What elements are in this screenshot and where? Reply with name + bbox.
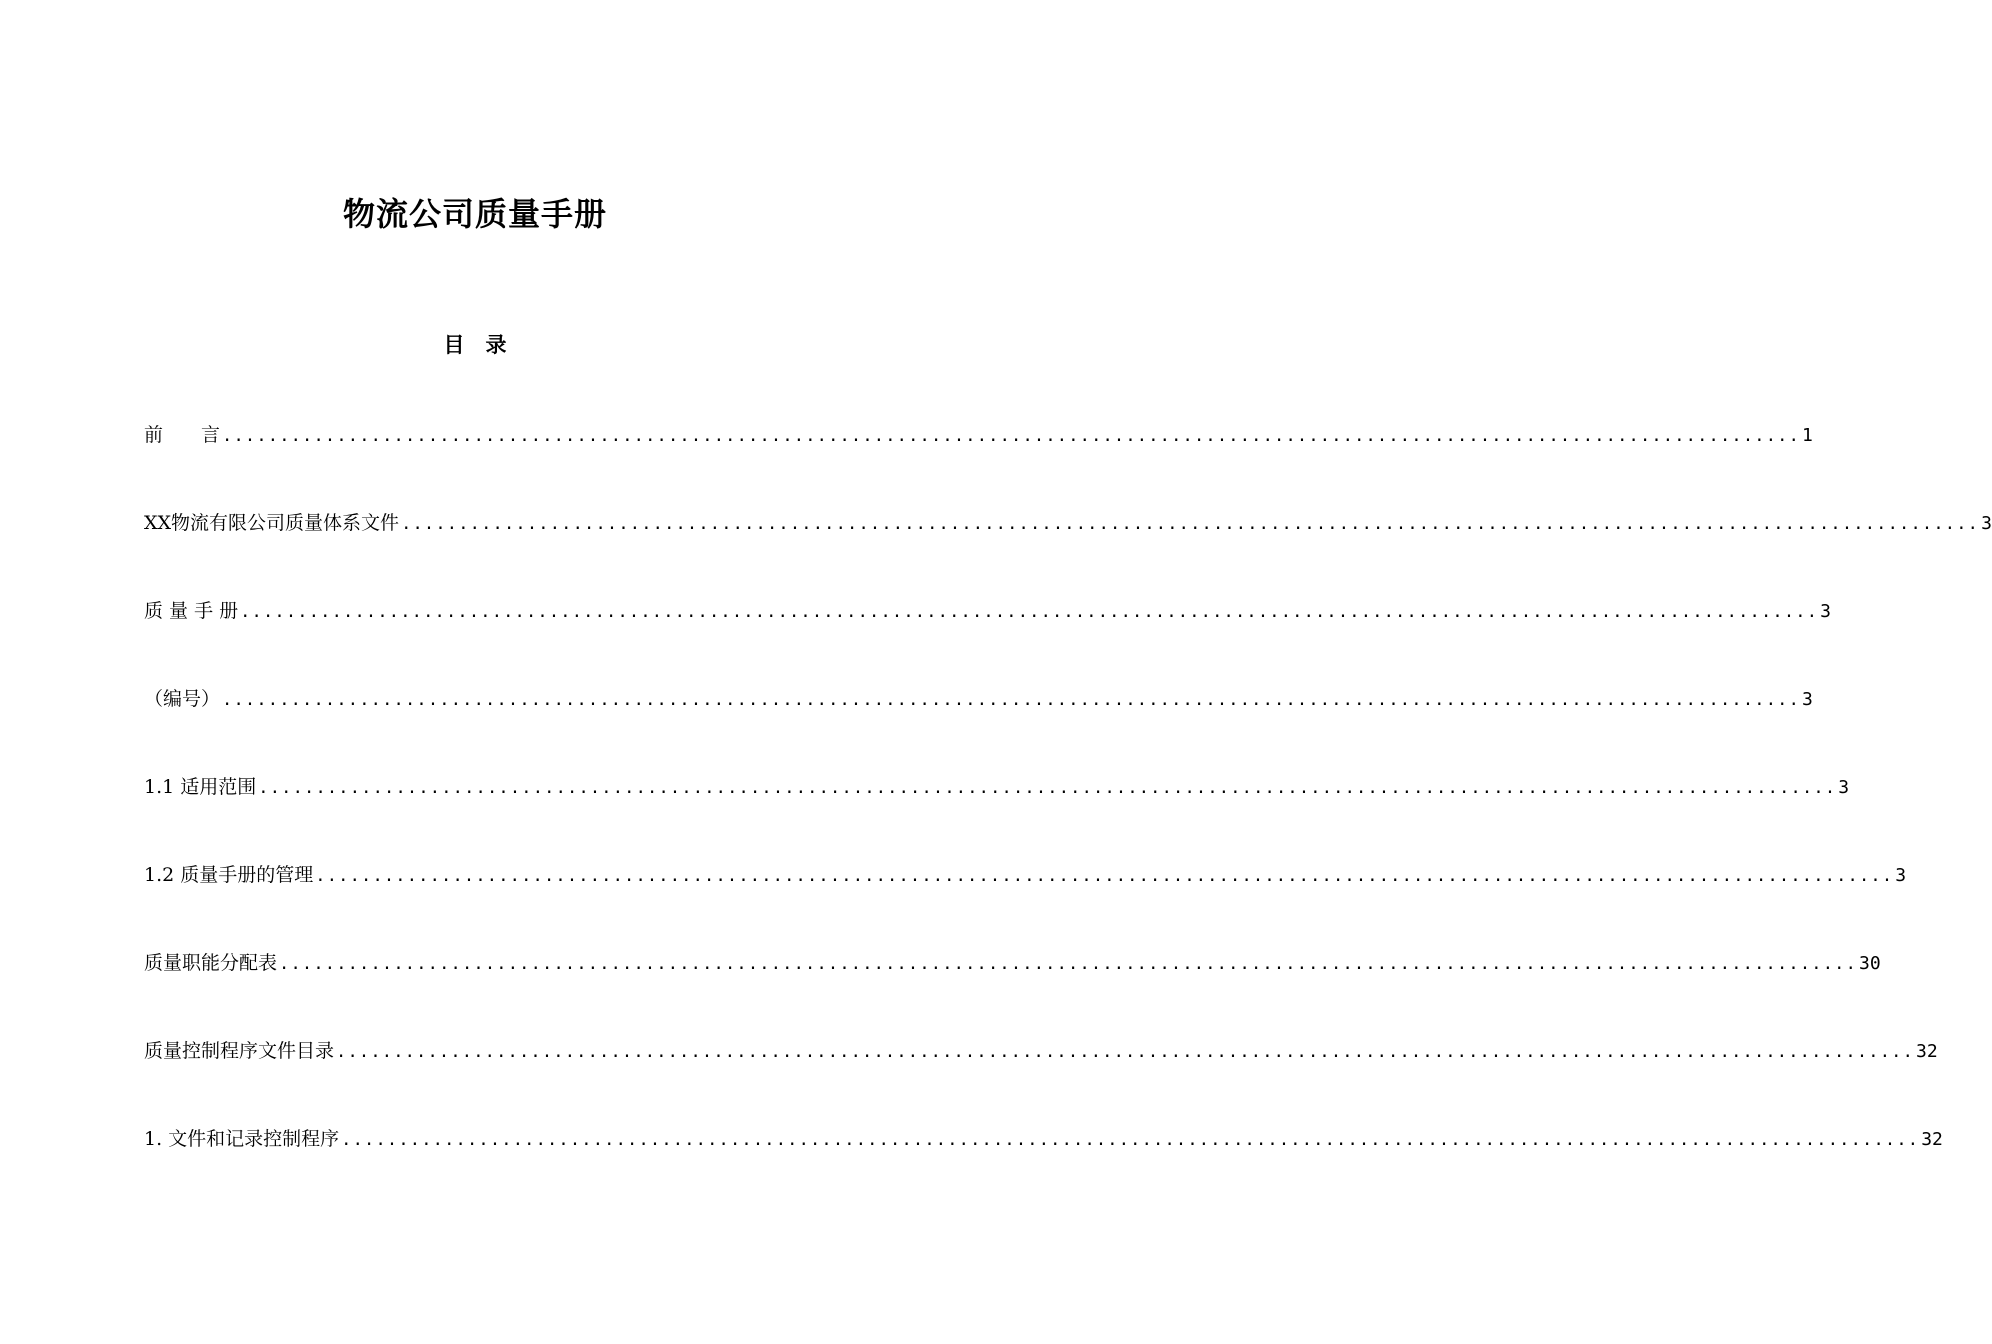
toc-entry-page: 1: [1802, 425, 1813, 446]
toc-entry-page: 32: [1921, 1129, 1943, 1150]
toc-entry-preface[interactable]: [144, 420, 1813, 508]
toc-entry-document-record-control[interactable]: [144, 1124, 1943, 1212]
toc-entry-label: （编号）: [144, 688, 221, 710]
toc-entry-label: 前 言: [144, 424, 221, 446]
toc-dot-leader: ..........................................................................................................................................: [240, 602, 1819, 622]
toc-dot-leader: ..........................................................................................................................................: [222, 426, 1801, 446]
toc-entry-page: 32: [1916, 1041, 1938, 1062]
toc-dot-leader: ..........................................................................................................................................: [222, 690, 1801, 710]
toc-entry-page: 3: [1838, 777, 1850, 798]
toc-entry-quality-system-documents[interactable]: [144, 508, 1992, 596]
toc-entry-page: 3: [1820, 601, 1831, 622]
toc-dot-leader: ..........................................................................................................................................: [279, 954, 1858, 974]
toc-entry-scope[interactable]: [144, 772, 1850, 860]
toc-entry-number[interactable]: [144, 684, 1813, 772]
toc-entry-manual-management[interactable]: [144, 860, 1907, 948]
toc-entry-label: 1. 文件和记录控制程序: [144, 1128, 340, 1150]
toc-entry-quality-manual[interactable]: [144, 596, 1831, 684]
toc-entry-quality-function-table[interactable]: [144, 948, 1881, 1036]
toc-entry-label: XX物流有限公司质量体系文件: [144, 512, 400, 534]
toc-entry-page: 30: [1859, 953, 1881, 974]
toc-entry-page: 3: [1895, 865, 1907, 886]
toc-entry-page: 3: [1802, 689, 1813, 710]
toc-entry-label: 1.1 适用范围: [144, 776, 257, 798]
toc-dot-leader: ..........................................................................................................................................: [341, 1130, 1920, 1150]
toc-heading: 目 录: [443, 332, 507, 357]
toc-dot-leader: ..........................................................................................................................................: [336, 1042, 1915, 1062]
toc-dot-leader: ..........................................................................................................................................: [315, 866, 1894, 886]
toc-entry-label: 质 量 手 册: [144, 600, 239, 622]
table-of-contents: [144, 420, 1992, 1212]
toc-dot-leader: ..........................................................................................................................................: [258, 778, 1837, 798]
toc-entry-label: 1.2 质量手册的管理: [144, 864, 314, 886]
toc-entry-label: 质量控制程序文件目录: [144, 1040, 335, 1062]
toc-entry-page: 3: [1981, 513, 1992, 534]
toc-dot-leader: ..........................................................................................................................................: [401, 514, 1980, 534]
document-title: 物流公司质量手册: [342, 195, 607, 233]
toc-entry-label: 质量职能分配表: [144, 952, 278, 974]
toc-entry-procedure-catalog[interactable]: [144, 1036, 1938, 1124]
